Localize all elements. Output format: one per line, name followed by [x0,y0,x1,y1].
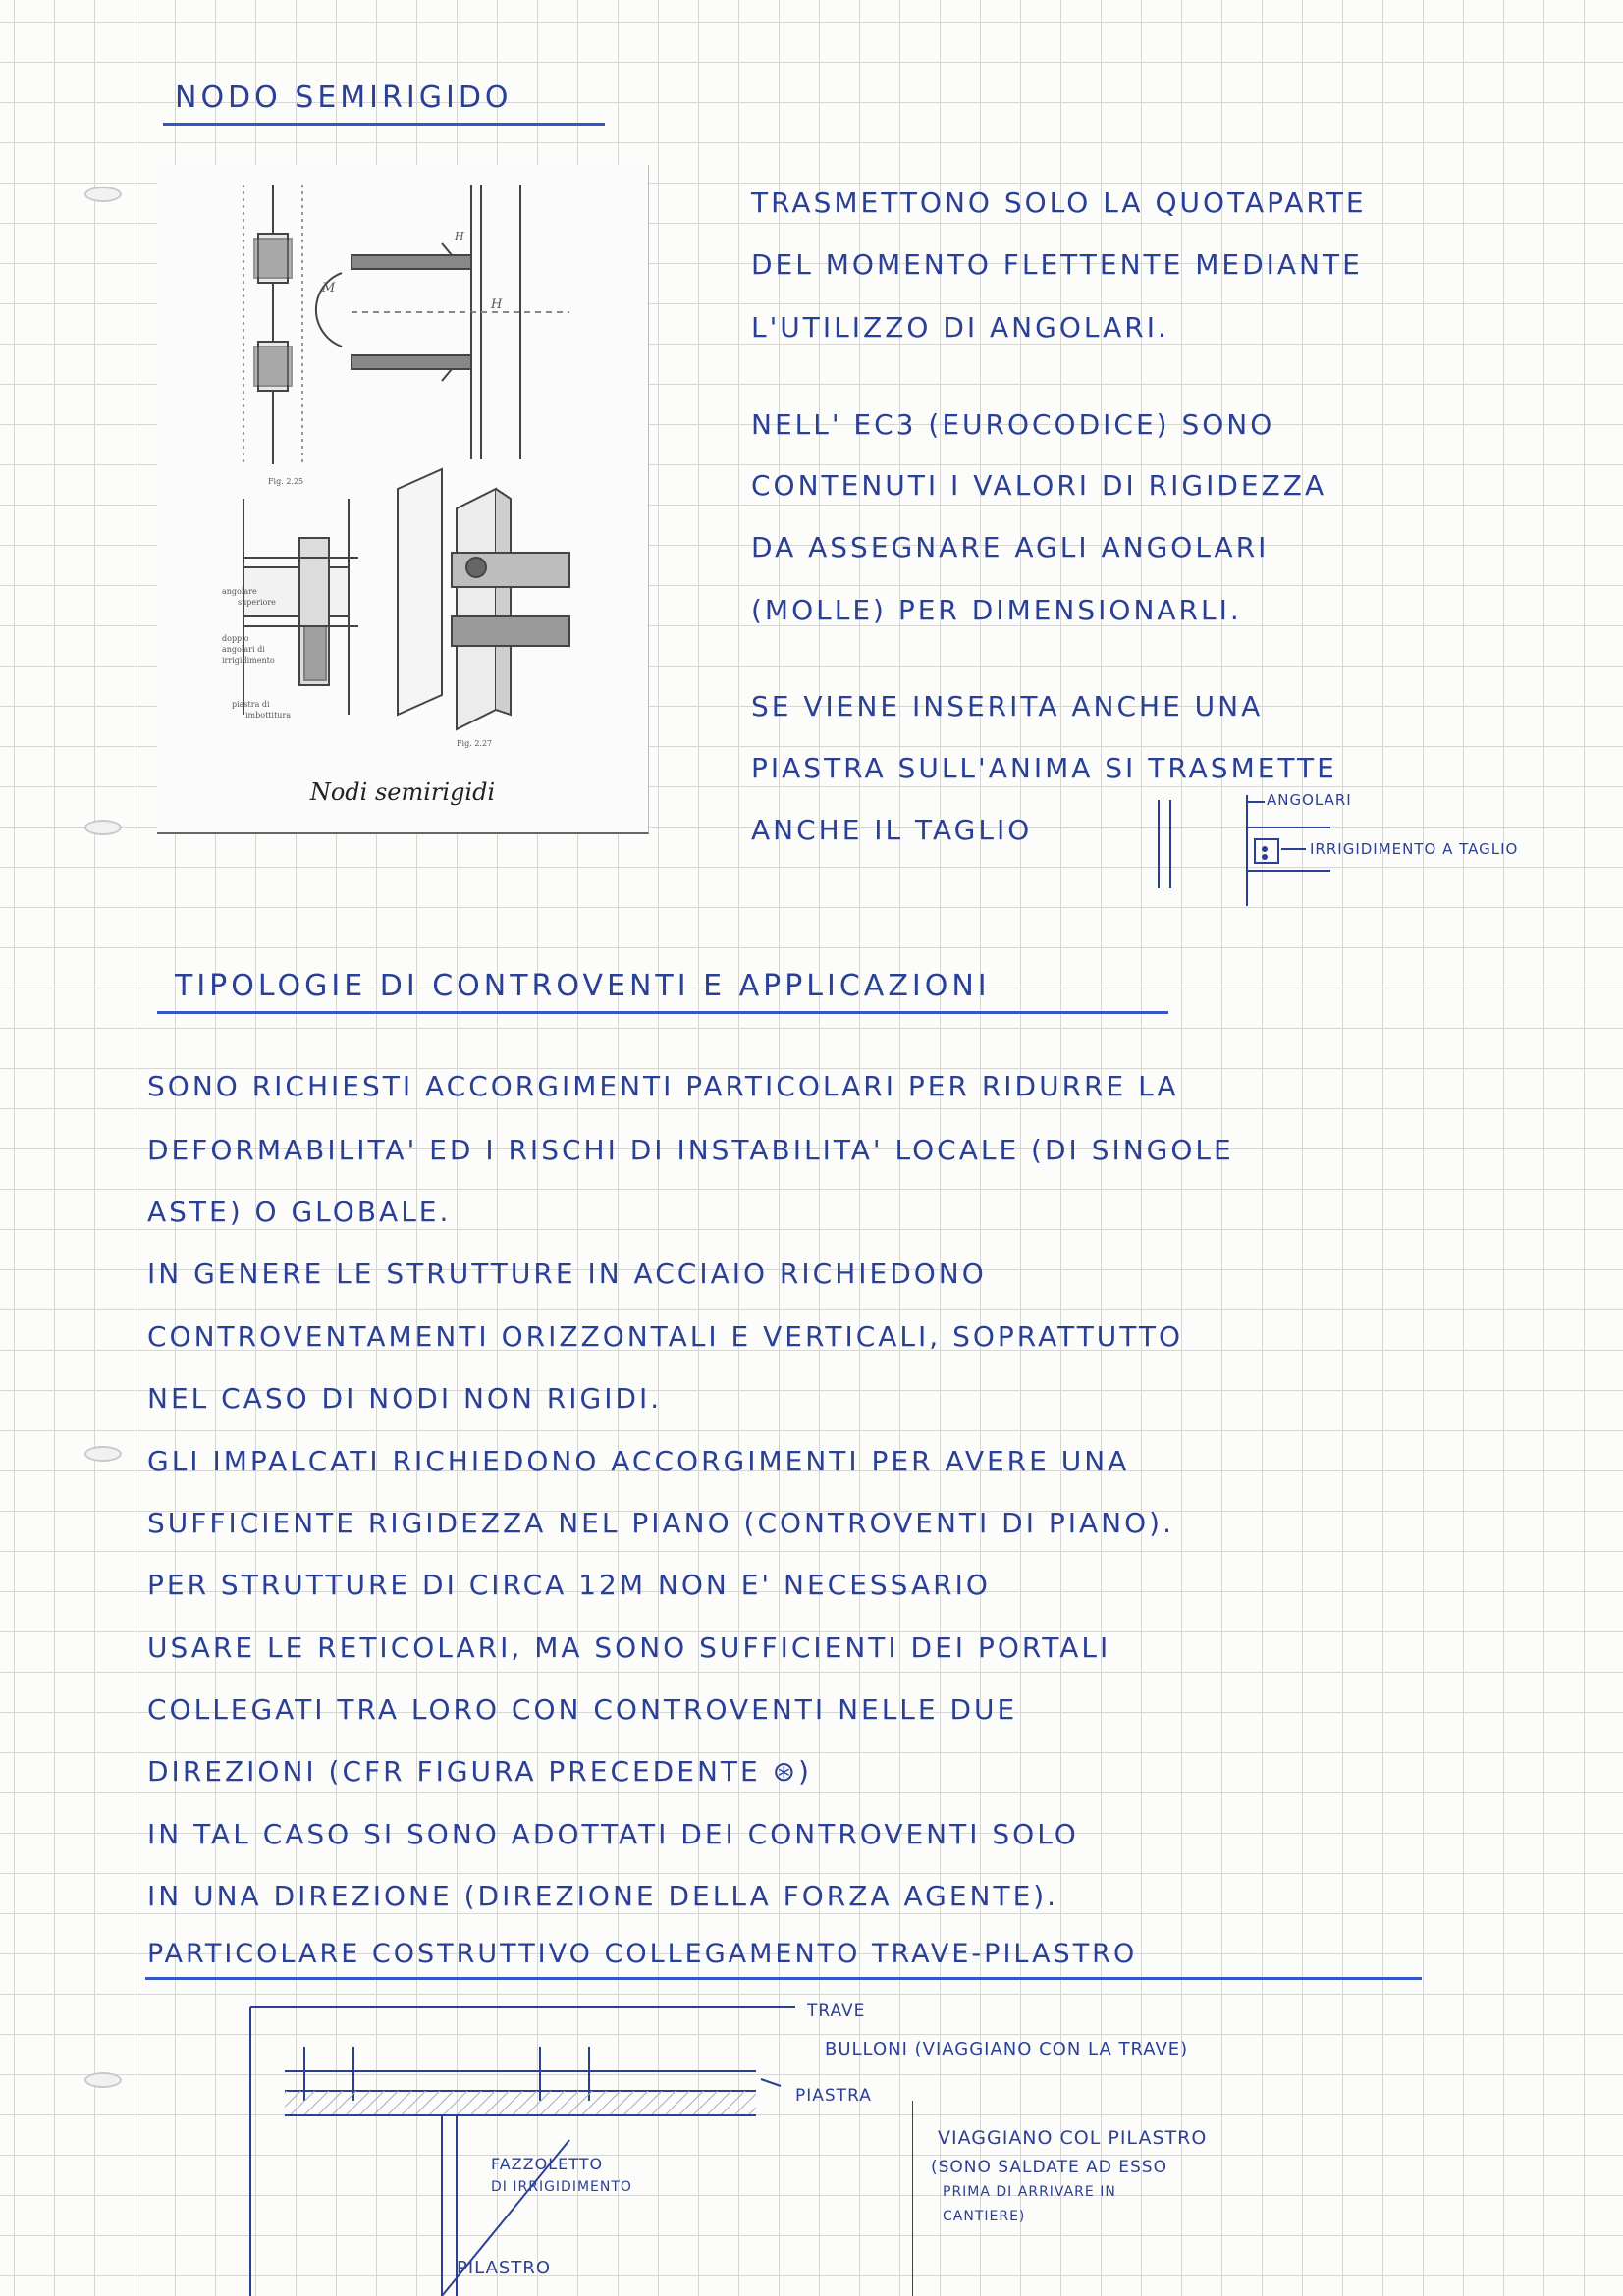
sketch-label-angolari: ANGOLARI [1267,791,1352,809]
reference-image-nodi-semirigidi [157,165,649,834]
binder-hole [84,820,122,835]
label-pilastro: PILASTRO [457,2258,552,2278]
para3-line1: SE VIENE INSERITA ANCHE UNA [751,690,1264,722]
label-sono-saldate: (SONO SALDATE AD ESSO [931,2158,1167,2177]
body-line-14: IN UNA DIREZIONE (DIREZIONE DELLA FORZA AGENTE). [147,1880,1059,1912]
image-label-superiore: superiore [238,598,276,607]
section-title-nodo-semirigido: NODO SEMIRIGIDO [175,80,513,115]
body-line-2: DEFORMABILITA' ED I RISCHI DI INSTABILITA' LOCALE (DI SINGOLE [147,1134,1234,1166]
label-cantiere: CANTIERE) [943,2209,1026,2224]
image-label-m: M [322,281,336,295]
body-line-5: CONTROVENTAMENTI ORIZZONTALI E VERTICALI, SOPRATTUTTO [147,1320,1184,1353]
para1-line1: TRASMETTONO SOLO LA QUOTAPARTE [751,187,1367,219]
body-line-4: IN GENERE LE STRUTTURE IN ACCIAIO RICHIEDONO [147,1257,987,1290]
binder-hole [84,1446,122,1462]
para3-line3: ANCHE IL TAGLIO [751,814,1033,846]
fig-label-top: Fig. 2.25 [268,477,304,486]
image-label-piastra-di: piastra di [232,700,270,709]
beam-column-joint-drawing [245,1993,913,2296]
body-line-1: SONO RICHIESTI ACCORGIMENTI PARTICOLARI PER RIDURRE LA [147,1070,1179,1102]
title-underline [157,1011,1168,1014]
label-fazzoletto: FAZZOLETTO [491,2155,604,2173]
body-line-13: IN TAL CASO SI SONO ADOTTATI DEI CONTROVENTI SOLO [147,1818,1079,1850]
body-line-6: NEL CASO DI NODI NON RIGIDI. [147,1382,663,1415]
fig-label-bottom: Fig. 2.27 [457,739,493,748]
title-underline [145,1977,1422,1980]
body-line-9: PER STRUTTURE DI CIRCA 12M NON E' NECESSARIO [147,1569,991,1601]
steel-joint-drawings [157,165,648,832]
image-label-h: H [491,297,503,312]
image-label-angolari-di: angolari di [222,645,265,654]
para2-line3: DA ASSEGNARE AGLI ANGOLARI [751,531,1270,563]
para1-line2: DEL MOMENTO FLETTENTE MEDIANTE [751,248,1363,281]
body-line-10: USARE LE RETICOLARI, MA SONO SUFFICIENTI DEI PORTALI [147,1631,1111,1664]
binder-hole [84,2072,122,2088]
label-prima-di-arrivare: PRIMA DI ARRIVARE IN [943,2184,1116,2200]
para2-line2: CONTENUTI I VALORI DI RIGIDEZZA [751,469,1327,502]
binder-hole [84,187,122,202]
label-viaggiano-col-pilastro: VIAGGIANO COL PILASTRO [938,2127,1208,2149]
section-title-controventi: TIPOLOGIE DI CONTROVENTI E APPLICAZIONI [175,969,991,1003]
body-line-8: SUFFICIENTE RIGIDEZZA NEL PIANO (CONTROVENTI DI PIANO). [147,1507,1174,1539]
image-caption: Nodi semirigidi [309,778,496,806]
image-label-irrigidimento: irrigidimento [222,656,275,665]
image-label-doppio: doppio [222,634,249,643]
body-line-12: DIREZIONI (CFR FIGURA PRECEDENTE ⊛) [147,1755,812,1788]
label-di-irrigidimento: DI IRRIGIDIMENTO [491,2179,632,2195]
title-underline [163,123,605,126]
image-label-angolare: angolare [222,587,257,596]
sketch-label-irrigidimento: IRRIGIDIMENTO A TAGLIO [1310,840,1519,858]
image-label-hs: H [455,230,464,242]
para2-line1: NELL' EC3 (EUROCODICE) SONO [751,408,1275,441]
label-trave: TRAVE [807,2002,866,2021]
label-piastra: PIASTRA [795,2086,872,2106]
section-title-particolare: PARTICOLARE COSTRUTTIVO COLLEGAMENTO TRAVE-PILASTRO [147,1939,1138,1969]
label-bulloni: BULLONI (VIAGGIANO CON LA TRAVE) [825,2039,1189,2059]
para2-line4: (MOLLE) PER DIMENSIONARLI. [751,594,1242,626]
body-line-7: GLI IMPALCATI RICHIEDONO ACCORGIMENTI PER AVERE UNA [147,1445,1130,1477]
para1-line3: L'UTILIZZO DI ANGOLARI. [751,311,1169,344]
image-label-imbottitura: imbottitura [245,711,292,720]
body-line-11: COLLEGATI TRA LORO CON CONTROVENTI NELLE DUE [147,1693,1018,1726]
para3-line2: PIASTRA SULL'ANIMA SI TRASMETTE [751,752,1337,784]
body-line-3: ASTE) O GLOBALE. [147,1196,452,1228]
